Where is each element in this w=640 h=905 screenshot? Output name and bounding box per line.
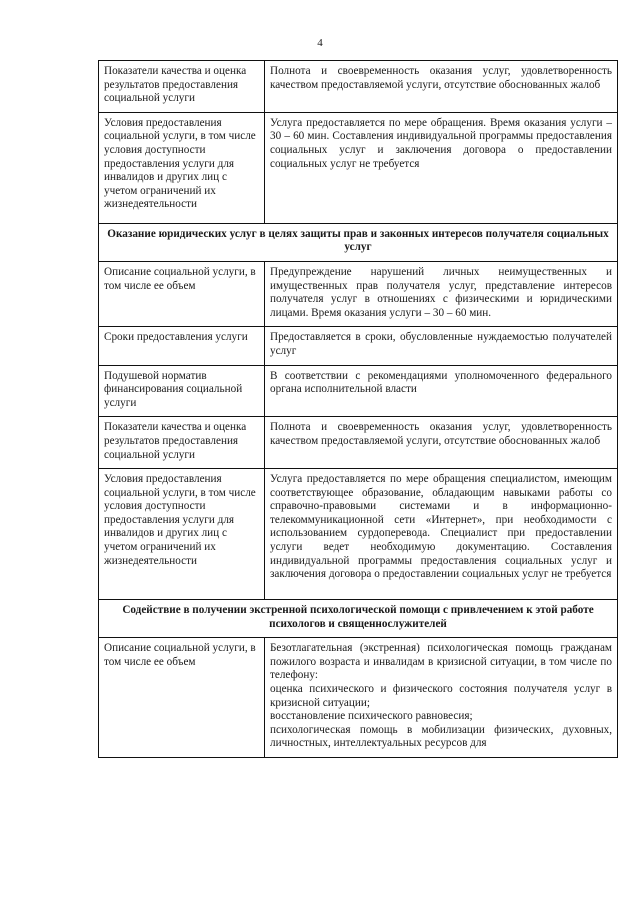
table-row [99, 365, 618, 417]
table-row [99, 417, 618, 469]
row-value [265, 638, 618, 758]
row-label: Сроки предоставления услуги [99, 327, 265, 365]
section-title: Содействие в получении экстренной психологической помощи с привлечением к этой работе психологов и священнослужителей [99, 600, 618, 638]
row-value: Предоставляется в сроки, обусловленные нуждаемостью получателей услуг [265, 327, 618, 365]
table-row [99, 112, 618, 223]
row-label: Подушевой норматив финансирования социальной услуги [99, 365, 265, 417]
row-label: Описание социальной услуги, в том числе ее объем [99, 638, 265, 758]
row-label: Описание социальной услуги, в том числе ее объем [99, 261, 265, 326]
services-table [98, 60, 618, 758]
row-value: Услуга предоставляется по мере обращения специалистом, имеющим соответствующее образование, обладающим навыками работы со справочно-правовыми системами и в информационно-телекоммуникационной сети «Интернет», при необходимости с использованием сурдоперевода. Специалист при предоставлении услуги ведет необходимую документацию. Составления индивидуальной программы предоставления социальных услуг и заключения договора о предоставлении социальных услуг не требуется [265, 469, 618, 600]
section-header-row [99, 223, 618, 261]
value-line: Безотлагательная (экстренная) психологическая помощь гражданам пожилого возраста и инвалидам в кризисной ситуации, в том числе по телефону: [270, 642, 612, 682]
section-header-row [99, 600, 618, 638]
table-row [99, 638, 618, 758]
row-value: Услуга предоставляется по мере обращения. Время оказания услуги – 30 – 60 мин. Составления индивидуальной программы предоставления социальных услуг и заключения договора о предоставлении социальных услуг не требуется [265, 112, 618, 223]
section-title: Оказание юридических услуг в целях защиты прав и законных интересов получателя социальных услуг [99, 223, 618, 261]
row-label: Показатели качества и оценка результатов предоставления социальной услуги [99, 61, 265, 113]
row-value: Полнота и своевременность оказания услуг, удовлетворенность качеством предоставляемой услуги, отсутствие обоснованных жалоб [265, 61, 618, 113]
table-row [99, 469, 618, 600]
value-line: оценка психического и физического состояния получателя услуг в кризисной ситуации; [270, 683, 612, 709]
row-value: Полнота и своевременность оказания услуг, удовлетворенность качеством предоставляемой услуги, отсутствие обоснованных жалоб [265, 417, 618, 469]
row-label: Показатели качества и оценка результатов предоставления социальной услуги [99, 417, 265, 469]
table-row [99, 327, 618, 365]
value-line: психологическая помощь в мобилизации физических, духовных, личностных, интеллектуальных ресурсов для [270, 723, 612, 750]
row-value: Предупреждение нарушений личных неимущественных и имущественных прав получателя услуг, представление интересов получателя услуг в отношениях с физическими и юридическими лицами. Время оказания услуги – 30 – 60 мин. [265, 261, 618, 326]
table-row [99, 61, 618, 113]
row-label: Условия предоставления социальной услуги, в том числе условия доступности предоставления услуги для инвалидов и других лиц с учетом ограничений их жизнедеятельности [99, 112, 265, 223]
value-line: восстановление психического равновесия; [270, 710, 473, 723]
row-label: Условия предоставления социальной услуги, в том числе условия доступности предоставления услуги для инвалидов и других лиц с учетом ограничений их жизнедеятельности [99, 469, 265, 600]
table-row [99, 261, 618, 326]
row-value: В соответствии с рекомендациями уполномоченного федерального органа исполнительной власти [265, 365, 618, 417]
page-number: 4 [317, 37, 323, 49]
